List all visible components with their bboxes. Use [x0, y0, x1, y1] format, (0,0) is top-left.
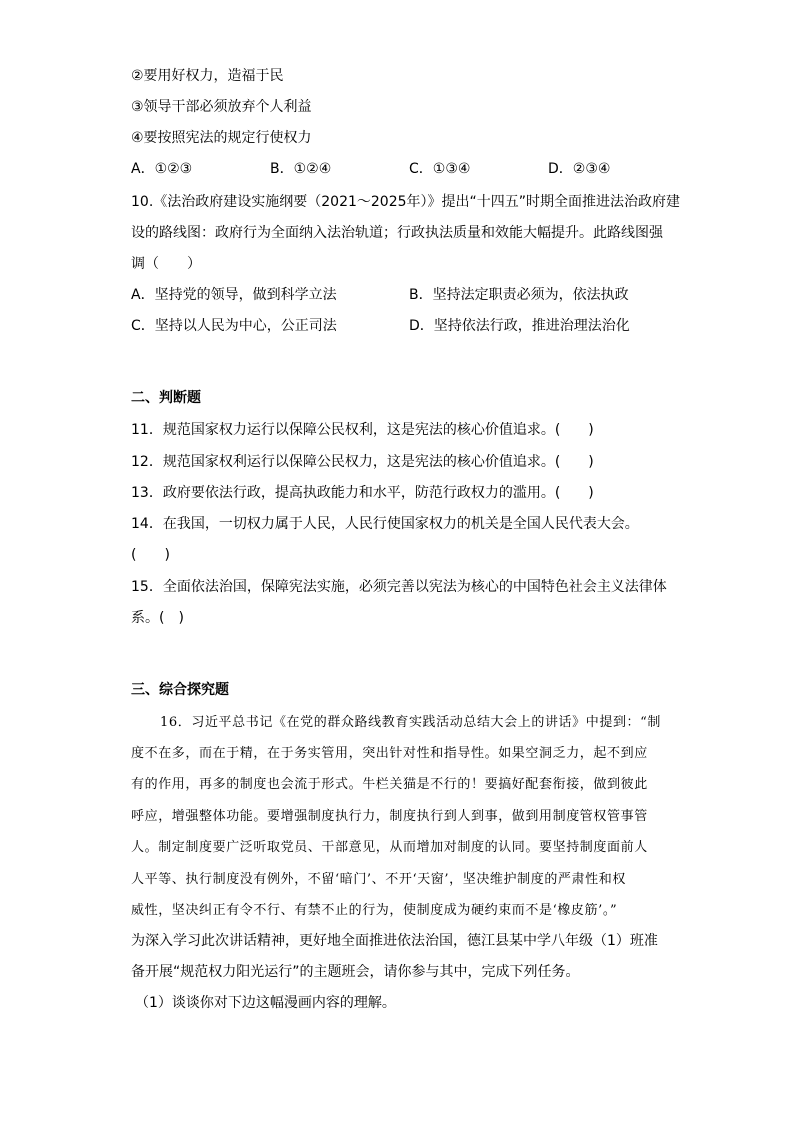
q16-quote-line-6: 人平等、执行制度没有例外，不留‘暗门’、不开‘天窗’，坚决维护制度的严肃性和权: [131, 872, 626, 887]
q12-line: 12．规范国家权利运行以保障公民权力，这是宪法的核心价值追求。( ): [131, 454, 594, 470]
q14-line-2: ( ): [131, 547, 170, 563]
q10-option-a: A．坚持党的领导，做到科学立法: [131, 287, 337, 303]
q16-quote-line-4: 呼应，增强整体功能。要增强制度执行力，制度执行到人到事，做到用制度管权管事管: [131, 809, 648, 824]
q16-quote-line-7: 威性，坚决纠正有令不行、有禁不止的行为，使制度成为硬约束而不是‘橡皮筋’。”: [131, 903, 618, 918]
q9-item-2: ②要用好权力，造福于民: [131, 68, 284, 84]
q9-option-d: D．②③④: [548, 161, 611, 177]
q16-quote-line-5: 人。制定制度要广泛听取党员、干部意见，从而增加对制度的认同。要坚持制度面前人: [131, 840, 648, 855]
q16-context-line-1: 为深入学习此次讲话精神，更好地全面推进依法治国，德江县某中学八年级（1）班准: [131, 933, 658, 949]
section-3-title: 三、综合探究题: [131, 682, 229, 698]
q10-option-c: C．坚持以人民为中心，公正司法: [131, 318, 337, 334]
section-2-title: 二、判断题: [131, 390, 201, 406]
q16-context-line-2: 备开展“规范权力阳光运行”的主题班会，请你参与其中，完成下列任务。: [131, 964, 580, 980]
q10-stem-line-3: 调（ ）: [131, 256, 201, 272]
q10-stem-line-1: 10.《法治政府建设实施纲要（2021～2025年）》提出“十四五”时期全面推进法治政府建: [131, 194, 681, 210]
q11-line: 11．规范国家权力运行以保障公民权利，这是宪法的核心价值追求。( ): [131, 422, 594, 438]
q15-line-2: 系。( ): [131, 610, 184, 626]
q15-line-1: 15．全面依法治国，保障宪法实施，必须完善以宪法为核心的中国特色社会主义法律体: [131, 579, 667, 595]
q16-task-1: （1）谈谈你对下边这幅漫画内容的理解。: [135, 995, 396, 1011]
q16-quote-line-3: 有的作用，再多的制度也会流于形式。牛栏关猫是不行的！要搞好配套衔接，做到彼此: [131, 777, 648, 792]
q16-quote-line-1: 16．习近平总书记《在党的群众路线教育实践活动总结大会上的讲话》中提到：“制: [160, 715, 661, 730]
q9-item-3: ③领导干部必须放弃个人利益: [131, 99, 312, 115]
q10-option-d: D．坚持依法行政，推进治理法治化: [409, 318, 630, 334]
q9-option-b: B．①②④: [270, 161, 332, 177]
q14-line-1: 14．在我国，一切权力属于人民，人民行使国家权力的机关是全国人民代表大会。: [131, 516, 639, 532]
q10-stem-line-2: 设的路线图：政府行为全面纳入法治轨道；行政执法质量和效能大幅提升。此路线图强: [131, 225, 663, 241]
q9-option-a: A．①②③: [131, 161, 193, 177]
q9-option-c: C．①③④: [409, 161, 471, 177]
q13-line: 13．政府要依法行政，提高执政能力和水平，防范行政权力的滥用。( ): [131, 485, 594, 501]
q10-option-b: B．坚持法定职责必须为，依法执政: [409, 287, 629, 303]
q9-item-4: ④要按照宪法的规定行使权力: [131, 130, 312, 146]
q16-quote-line-2: 度不在多，而在于精，在于务实管用，突出针对性和指导性。如果空洞乏力，起不到应: [131, 746, 648, 761]
